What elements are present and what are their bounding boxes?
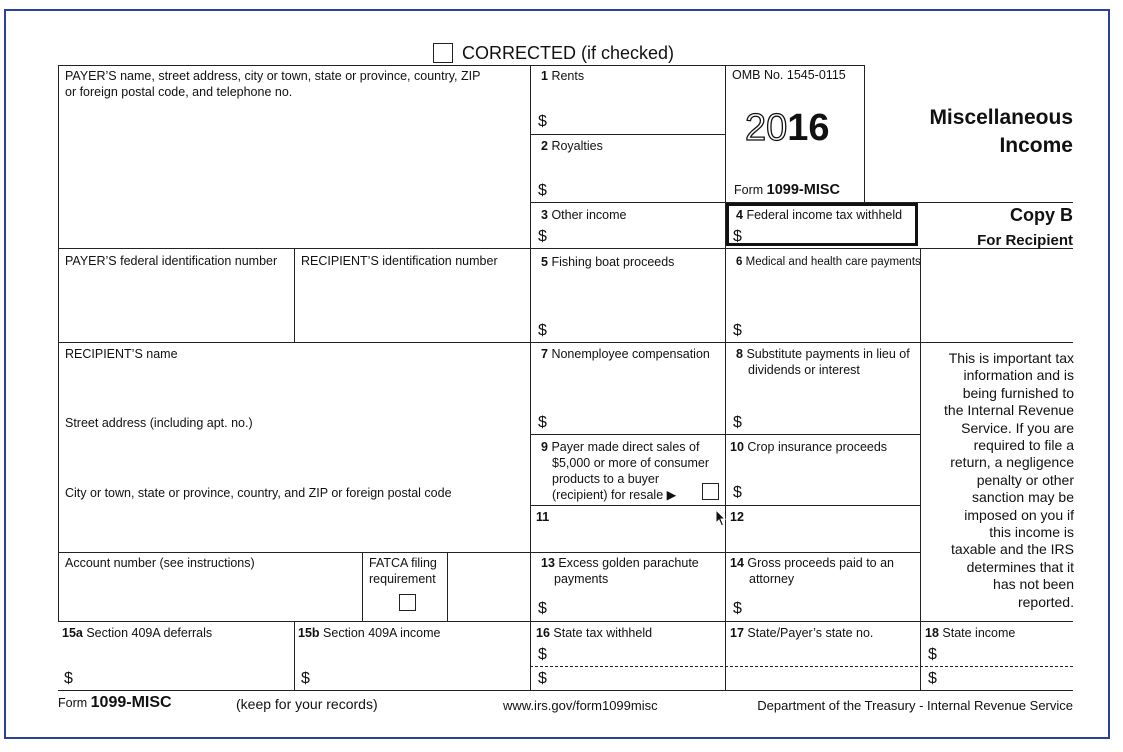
rule-row7	[58, 342, 1073, 343]
box14-dollar: $	[733, 600, 742, 617]
notice-line: determines that it	[966, 558, 1074, 575]
payer-name-label-1: PAYER’S name, street address, city or town, state or province, country, ZIP	[65, 69, 481, 83]
recipient-id-label: RECIPIENT’S identification number	[301, 254, 498, 268]
notice-line: has not been	[993, 576, 1074, 593]
rule-omb-right	[864, 65, 865, 202]
omb-number: OMB No. 1545-0115	[732, 68, 846, 82]
box14-label-1: 14 Gross proceeds paid to an	[730, 556, 895, 570]
notice-line: reported.	[1017, 593, 1074, 610]
rule-row13	[58, 552, 920, 553]
box5-label: 5 Fishing boat proceeds	[541, 255, 675, 269]
rule-state-dashed	[530, 666, 1073, 667]
for-recipient-label: For Recipient	[977, 232, 1073, 249]
box15b-dollar: $	[301, 670, 310, 687]
form-title-line2: Income	[999, 134, 1073, 157]
box17-label: 17 State/Payer’s state no.	[730, 626, 874, 640]
rule-top	[58, 65, 864, 66]
box3-label: 3 Other income	[541, 208, 627, 222]
notice-line: penalty or other	[976, 471, 1074, 488]
box1-dollar: $	[538, 113, 547, 130]
rule-fatca-left	[362, 552, 363, 621]
box2-label: 2 Royalties	[541, 139, 603, 153]
notice-line: This is important tax	[948, 350, 1074, 366]
box16-label: 16 State tax withheld	[536, 626, 653, 640]
box15b-label: 15b Section 409A income	[298, 626, 441, 640]
rule-payer-recipient-id	[294, 248, 295, 342]
box9-label-4: (recipient) for resale ▶	[552, 488, 677, 502]
rule-col3	[725, 65, 726, 690]
rule-15a-15b	[294, 621, 295, 690]
box14-label-2: attorney	[749, 572, 795, 586]
notice-line: taxable and the IRS	[951, 541, 1074, 558]
box9-label-3: products to a buyer	[552, 472, 660, 486]
notice-line: information and is	[963, 367, 1074, 384]
box8-label-2: dividends or interest	[748, 363, 860, 377]
rule-row11	[530, 505, 920, 506]
rule-left	[58, 65, 59, 621]
box10-dollar: $	[733, 484, 742, 501]
box3-dollar: $	[538, 228, 547, 245]
footer-department: Department of the Treasury - Internal Revenue Service	[757, 698, 1073, 713]
box10-label: 10 Crop insurance proceeds	[730, 440, 888, 454]
box18-dollar-2: $	[928, 670, 937, 687]
box9-label-1: 9 Payer made direct sales of	[541, 440, 700, 454]
corrected-checkbox[interactable]	[433, 43, 453, 63]
box4-dollar: $	[733, 228, 742, 245]
tax-year: 2016	[745, 107, 830, 149]
box16-dollar-2: $	[538, 670, 547, 687]
account-number-label: Account number (see instructions)	[65, 556, 255, 570]
box1-label: 1 Rents	[541, 69, 585, 83]
recipient-city-label: City or town, state or province, country, and ZIP or foreign postal code	[65, 486, 452, 500]
box7-dollar: $	[538, 414, 547, 431]
rule-row5	[58, 248, 1073, 249]
rule-bottom	[58, 690, 1073, 691]
rule-row9	[530, 434, 920, 435]
mouse-cursor-icon	[715, 509, 727, 527]
box11-label: 11	[536, 510, 550, 524]
box9-checkbox[interactable]	[702, 483, 719, 500]
box15a-dollar: $	[64, 670, 73, 687]
form-title-line1: Miscellaneous	[929, 106, 1073, 129]
notice-line: this income is	[989, 524, 1074, 541]
box7-label: 7 Nonemployee compensation	[541, 347, 710, 361]
notice-line: sanction may be	[972, 489, 1074, 506]
box8-dollar: $	[733, 414, 742, 431]
notice-line: Service. If you are	[961, 419, 1074, 436]
fatca-checkbox[interactable]	[399, 594, 416, 611]
corrected-label: CORRECTED (if checked)	[462, 43, 675, 63]
notice-line: return, a negligence	[950, 454, 1074, 471]
footer-keep-records: (keep for your records)	[236, 696, 378, 712]
notice-line: imposed on you if	[964, 506, 1074, 523]
box4-label: 4 Federal income tax withheld	[736, 208, 903, 222]
rule-fatca-right	[447, 552, 448, 621]
recipient-name-label: RECIPIENT’S name	[65, 347, 178, 361]
important-tax-notice	[924, 350, 1074, 611]
fatca-label-2: requirement	[369, 572, 436, 586]
box12-label: 12	[730, 510, 744, 524]
box13-label-2: payments	[554, 572, 609, 586]
payer-name-label-2: or foreign postal code, and telephone no.	[65, 85, 293, 99]
box6-label: 6 Medical and health care payments	[736, 256, 921, 268]
box2-dollar: $	[538, 182, 547, 199]
rule-col2	[530, 65, 531, 690]
box16-dollar-1: $	[538, 646, 547, 663]
notice-line: the Internal Revenue	[944, 402, 1074, 419]
box13-label-1: 13 Excess golden parachute	[541, 556, 699, 570]
box5-dollar: $	[538, 322, 547, 339]
box18-dollar-1: $	[928, 646, 937, 663]
copy-b-label: Copy B	[1010, 205, 1073, 225]
box8-label-1: 8 Substitute payments in lieu of	[736, 347, 910, 361]
footer-form-name: Form 1099-MISC	[58, 694, 172, 711]
rule-row15	[58, 621, 1073, 622]
rule-col4	[920, 248, 921, 690]
rule-1-2	[530, 134, 725, 135]
box6-dollar: $	[733, 322, 742, 339]
box18-label: 18 State income	[925, 626, 1016, 640]
box15a-label: 15a Section 409A deferrals	[62, 626, 213, 640]
box9-label-2: $5,000 or more of consumer	[552, 456, 710, 470]
payer-fed-id-label: PAYER’S federal identification number	[65, 254, 278, 268]
recipient-street-label: Street address (including apt. no.)	[65, 416, 253, 430]
form-name-omb: Form 1099-MISC	[734, 182, 840, 198]
fatca-label-1: FATCA filing	[369, 556, 437, 570]
notice-line: required to file a	[973, 437, 1074, 454]
footer-url[interactable]: www.irs.gov/form1099misc	[503, 698, 658, 713]
box13-dollar: $	[538, 600, 547, 617]
notice-line: being furnished to	[962, 384, 1074, 401]
